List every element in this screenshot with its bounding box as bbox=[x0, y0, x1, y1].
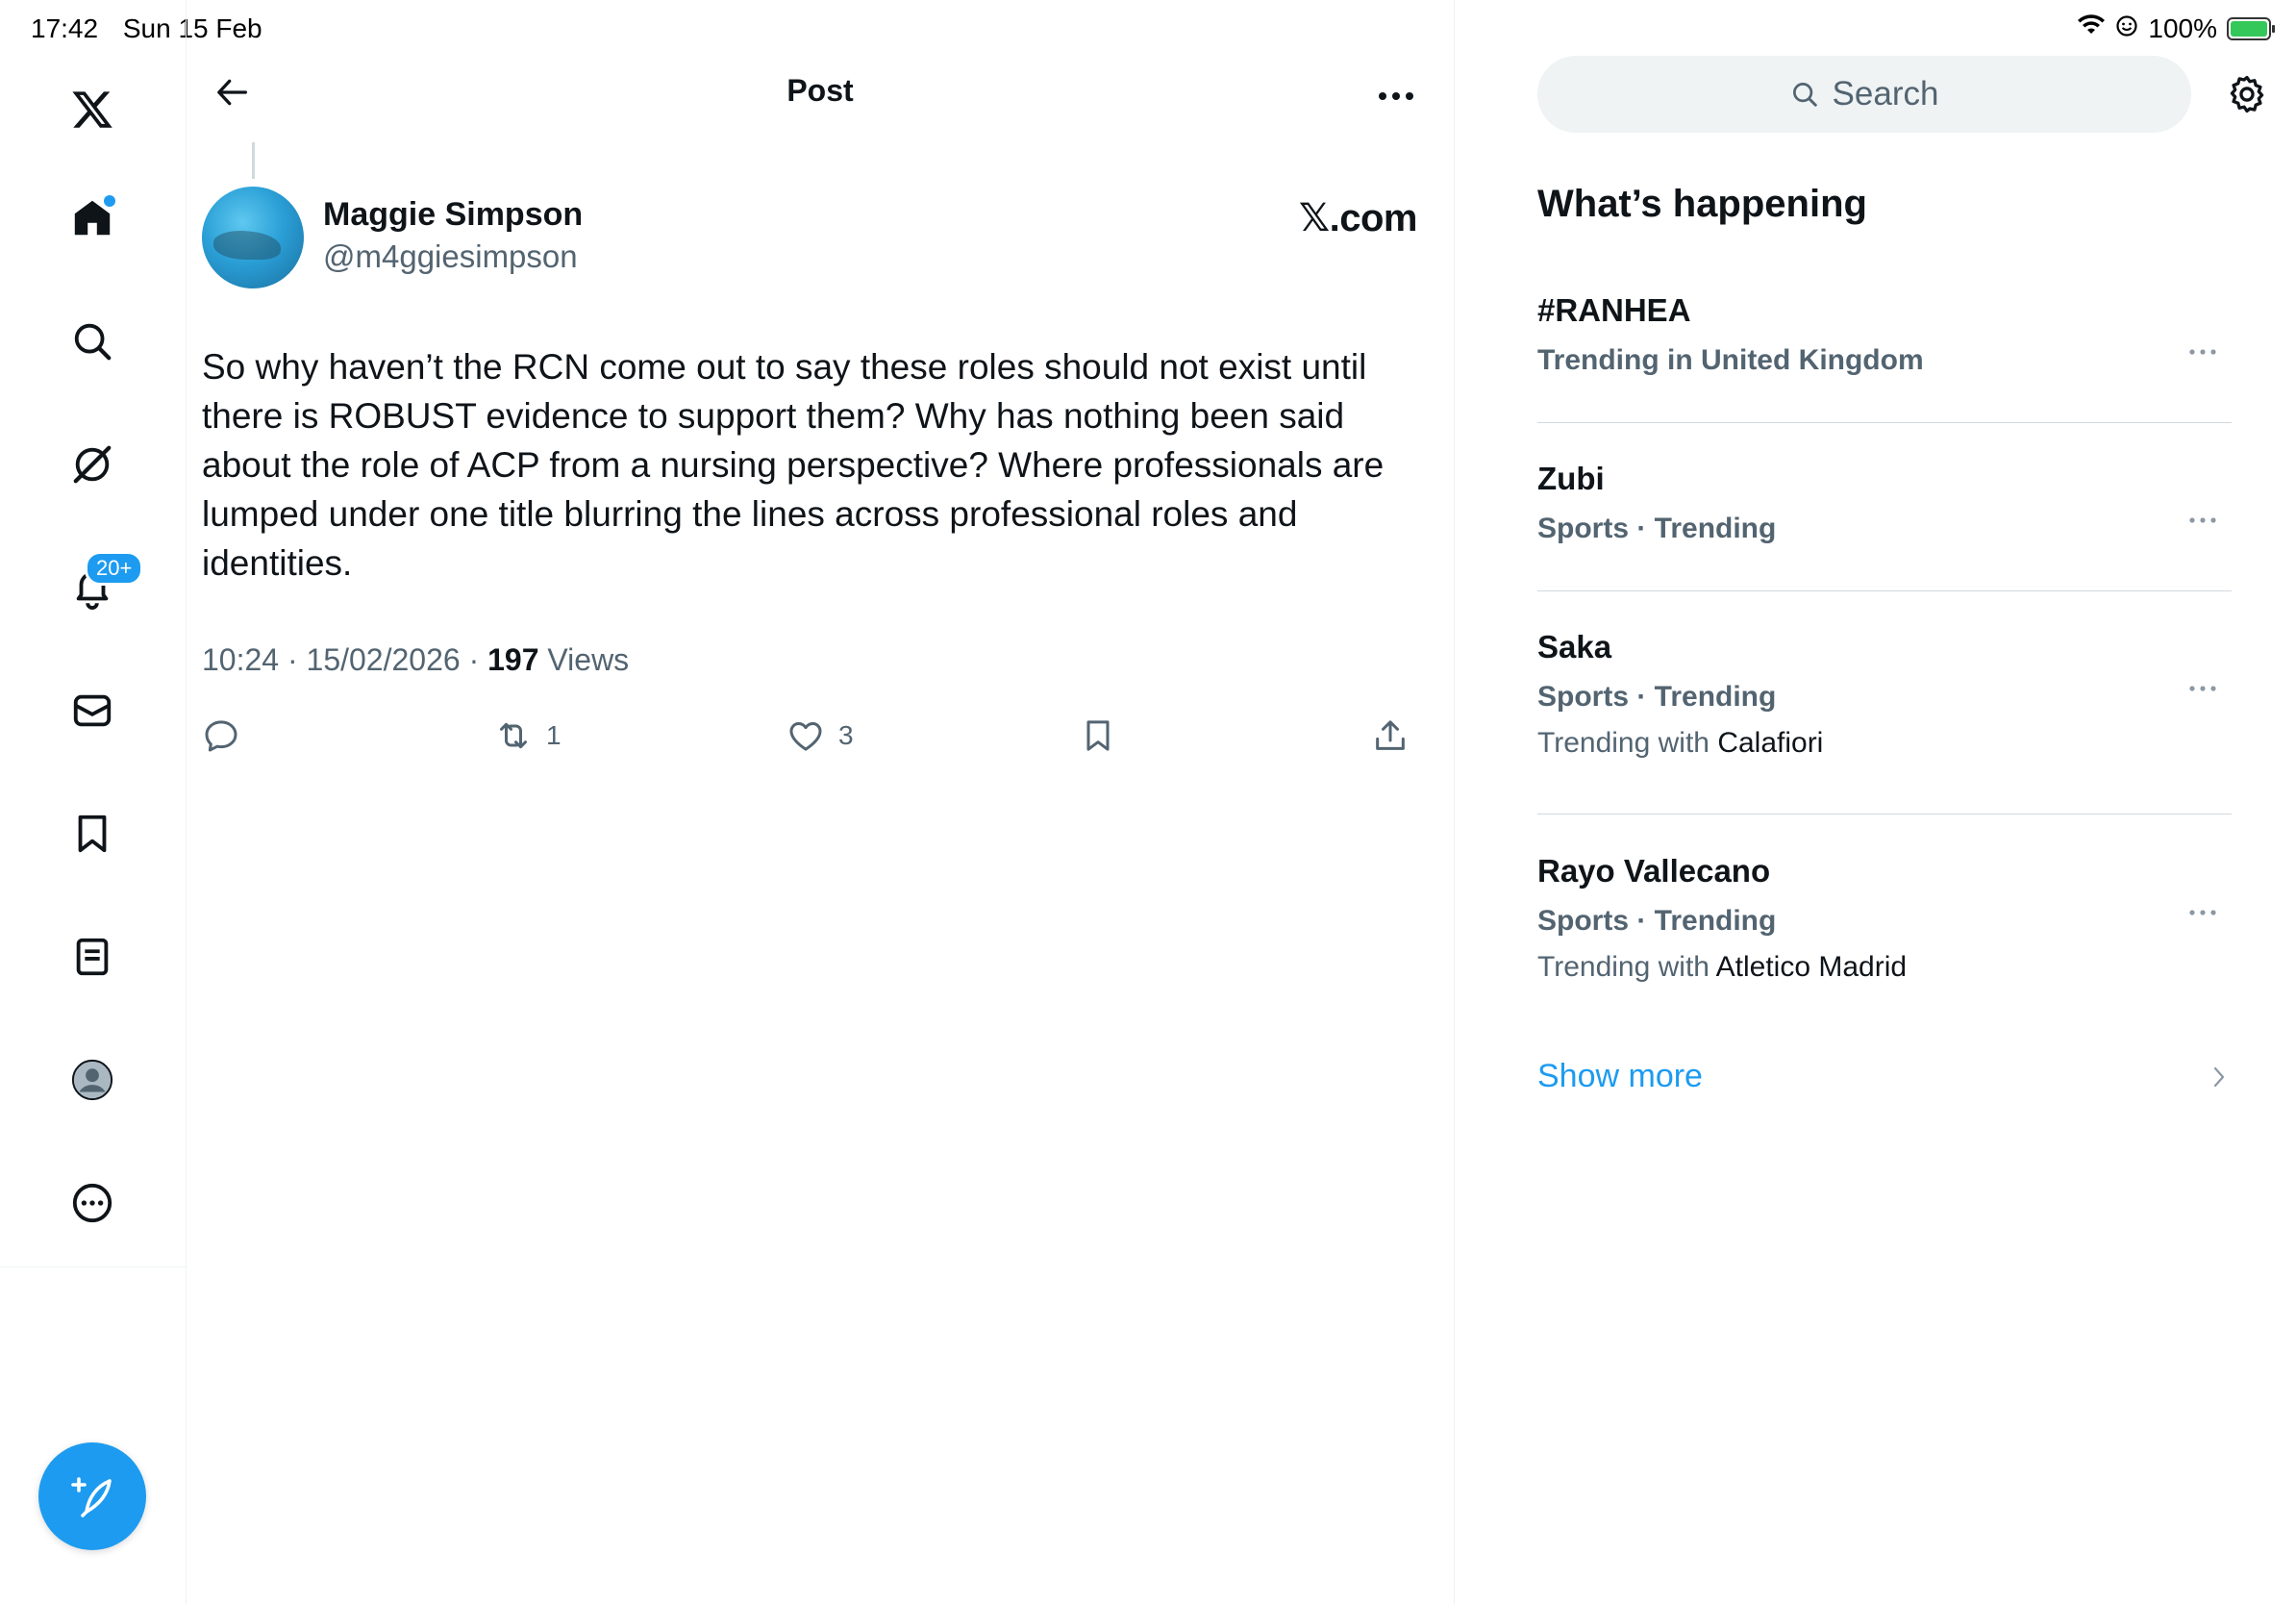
trend-item[interactable] bbox=[1537, 292, 2232, 377]
sidebar-nav bbox=[0, 0, 187, 1604]
trend-name: #RANHEA bbox=[1537, 292, 1691, 328]
search-icon[interactable] bbox=[63, 313, 121, 370]
messages-icon[interactable] bbox=[63, 682, 121, 739]
search-input[interactable] bbox=[1537, 56, 2191, 133]
compose-feather-icon bbox=[69, 1473, 115, 1519]
repost-count: 1 bbox=[546, 720, 562, 750]
trend-name: Saka bbox=[1537, 629, 1612, 664]
reply-icon bbox=[202, 716, 240, 755]
ellipsis-icon bbox=[2188, 348, 2217, 356]
page-title: Post bbox=[786, 73, 854, 108]
battery-percentage: 100% bbox=[2148, 13, 2217, 43]
compose-post-button[interactable] bbox=[38, 1442, 146, 1550]
post-text: So why haven’t the RCN come out to say these roles should not exist until there is ROBUST evidence to support them? Why has nothing been said about the role of ACP from a nursing perspective? Where professionals are lumped under one title blurring the lines across professional roles and identities. bbox=[202, 347, 1385, 583]
like-count: 3 bbox=[838, 720, 854, 750]
thread-line bbox=[252, 142, 255, 179]
trend-with-value: Atletico Madrid bbox=[1715, 951, 1908, 983]
status-time: 17:42 bbox=[31, 13, 99, 43]
trend-category: Sports · Trending bbox=[1537, 513, 1777, 544]
ellipsis-icon bbox=[2188, 909, 2217, 916]
post-meta bbox=[202, 642, 629, 678]
bookmark-icon bbox=[1079, 716, 1117, 755]
bookmarks-icon[interactable] bbox=[63, 805, 121, 863]
trend-with-value: Calafiori bbox=[1717, 727, 1824, 759]
trend-with bbox=[1537, 727, 2232, 760]
trend-more-button[interactable] bbox=[2184, 511, 2222, 530]
post-more-button[interactable] bbox=[1373, 77, 1419, 115]
post-actions bbox=[202, 712, 1442, 760]
show-more-link[interactable]: Show more bbox=[1537, 1058, 1703, 1094]
source-label[interactable]: 𝕏.com bbox=[1298, 197, 1417, 239]
views-label: Views bbox=[538, 642, 630, 677]
grok-icon[interactable] bbox=[63, 436, 121, 493]
trend-with bbox=[1537, 951, 2232, 984]
trend-more-button[interactable] bbox=[2184, 903, 2222, 922]
trend-with-label: Trending with bbox=[1537, 727, 1718, 759]
trend-category: Sports · Trending bbox=[1537, 681, 1777, 713]
trend-item[interactable] bbox=[1537, 853, 2232, 984]
gear-icon bbox=[2226, 73, 2268, 115]
author-name[interactable]: Maggie Simpson bbox=[323, 196, 584, 233]
share-button[interactable] bbox=[1371, 712, 1410, 760]
share-icon bbox=[1371, 716, 1410, 755]
author-handle[interactable]: @m4ggiesimpson bbox=[323, 238, 578, 274]
trend-divider bbox=[1537, 814, 2232, 815]
section-title: What’s happening bbox=[1537, 183, 1867, 225]
heart-icon bbox=[786, 716, 825, 755]
trend-item[interactable] bbox=[1537, 629, 2232, 760]
settings-button[interactable] bbox=[2224, 71, 2270, 117]
status-date: Sun 15 Feb bbox=[122, 13, 262, 43]
nav-divider bbox=[0, 1266, 186, 1267]
trend-divider bbox=[1537, 422, 2232, 423]
trend-with-label: Trending with bbox=[1537, 951, 1716, 983]
views-count: 197 bbox=[487, 642, 539, 677]
more-options-icon[interactable] bbox=[63, 1174, 121, 1232]
profile-avatar-icon[interactable] bbox=[63, 1051, 121, 1109]
search-icon bbox=[1790, 80, 1819, 109]
trend-name: Zubi bbox=[1537, 461, 1605, 496]
notifications-badge: 20+ bbox=[85, 551, 143, 586]
chevron-right-icon[interactable] bbox=[2205, 1060, 2234, 1094]
repost-icon bbox=[494, 716, 533, 755]
bookmark-button[interactable] bbox=[1079, 712, 1117, 760]
like-button[interactable] bbox=[786, 712, 854, 760]
x-logo-icon[interactable] bbox=[63, 81, 121, 138]
repost-button[interactable] bbox=[494, 712, 562, 760]
trend-divider bbox=[1537, 590, 2232, 591]
notifications-bell-icon[interactable] bbox=[63, 556, 133, 616]
ellipsis-icon bbox=[2188, 516, 2217, 524]
author-avatar[interactable] bbox=[202, 187, 304, 288]
home-notification-dot bbox=[102, 193, 117, 209]
trend-item[interactable] bbox=[1537, 461, 2232, 545]
trend-category: Trending in United Kingdom bbox=[1537, 344, 1924, 376]
trend-more-button[interactable] bbox=[2184, 679, 2222, 698]
trend-category: Sports · Trending bbox=[1537, 905, 1777, 937]
right-sidebar bbox=[1455, 0, 2296, 1604]
ellipsis-icon bbox=[1377, 90, 1415, 102]
search-placeholder: Search bbox=[1832, 75, 1939, 113]
trend-name: Rayo Vallecano bbox=[1537, 853, 1771, 889]
post-timestamp[interactable]: 10:24 · 15/02/2026 · bbox=[202, 642, 488, 677]
home-icon[interactable] bbox=[63, 189, 121, 247]
lists-icon[interactable] bbox=[63, 928, 121, 986]
trend-more-button[interactable] bbox=[2184, 342, 2222, 362]
ellipsis-icon bbox=[2188, 685, 2217, 692]
reply-button[interactable] bbox=[202, 712, 254, 760]
main-column bbox=[187, 0, 1455, 1604]
